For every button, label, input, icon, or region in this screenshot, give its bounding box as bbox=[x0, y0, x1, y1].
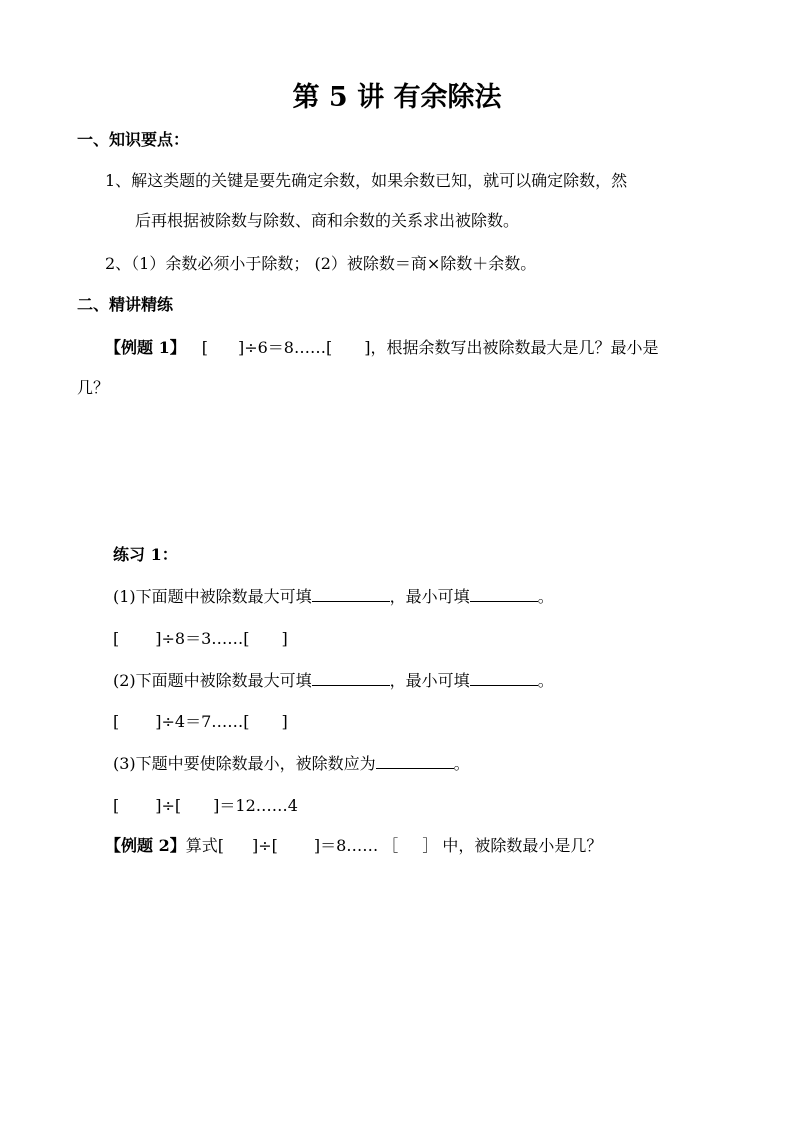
practice-q1-min-blank[interactable] bbox=[470, 587, 538, 602]
example-1-bracket-open: [ bbox=[201, 338, 208, 357]
practice-q1-middle: ，最小可填 bbox=[389, 587, 470, 606]
equation-text: ]＝12……4 bbox=[213, 796, 298, 815]
practice-q1-end: 。 bbox=[537, 587, 554, 606]
practice-q2-prefix: (2)下面题中被除数最大可填 bbox=[113, 671, 312, 690]
practice-q1-max-blank[interactable] bbox=[312, 587, 390, 602]
practice-q3-line bbox=[113, 754, 470, 774]
practice-q1-prefix: (1)下面题中被除数最大可填 bbox=[113, 587, 312, 606]
knowledge-point-2: 2、（1）余数必须小于除数； (2）被除数＝商×除数＋余数。 bbox=[105, 254, 537, 273]
practice-q3-end: 。 bbox=[453, 754, 470, 773]
example-1-question-wrap: 几？ bbox=[77, 378, 110, 397]
example-2-text: 算式[ bbox=[185, 836, 224, 855]
example-2-line bbox=[105, 836, 602, 856]
example-2-bracket-close: ］ bbox=[422, 836, 439, 855]
practice-q2-line bbox=[113, 671, 554, 691]
example-2-question: 中，被除数最小是几？ bbox=[442, 836, 603, 855]
knowledge-point-1-line-1: 1、解这类题的关键是要先确定余数，如果余数已知，就可以确定除数，然 bbox=[105, 171, 628, 190]
example-2-bracket-open: ［ bbox=[382, 836, 399, 855]
knowledge-point-1-line-2: 后再根据被除数与除数、商和余数的关系求出被除数。 bbox=[135, 211, 520, 230]
example-1-line bbox=[105, 338, 658, 358]
bracket: ] bbox=[281, 629, 288, 648]
page-title: 第 5 讲 有余除法 bbox=[292, 82, 502, 113]
bracket: ] bbox=[281, 712, 288, 731]
practice-1-heading: 练习 1： bbox=[113, 545, 178, 564]
example-1-expression: ]÷6＝8……[ bbox=[237, 338, 333, 357]
bracket: [ bbox=[113, 712, 120, 731]
bracket: [ bbox=[113, 629, 120, 648]
bracket: [ bbox=[113, 796, 120, 815]
example-1-question: ]，根据余数写出被除数最大是几？最小是 bbox=[364, 338, 659, 357]
practice-q3-equation bbox=[113, 796, 298, 816]
practice-q3-blank[interactable] bbox=[376, 754, 454, 769]
practice-q1-equation bbox=[113, 629, 288, 649]
practice-q3-prefix: (3)下题中要使除数最小，被除数应为 bbox=[113, 754, 376, 773]
equation-text: ]÷8＝3……[ bbox=[155, 629, 250, 648]
example-2-text: ]＝8…… bbox=[313, 836, 379, 855]
example-2-text: ]÷[ bbox=[251, 836, 278, 855]
example-1-label: 【例题 1】 bbox=[105, 338, 186, 357]
practice-q2-middle: ，最小可填 bbox=[389, 671, 470, 690]
equation-text: ]÷4＝7……[ bbox=[155, 712, 250, 731]
section-heading-practice: 二、精讲精练 bbox=[77, 295, 174, 314]
practice-q2-equation bbox=[113, 712, 288, 732]
example-2-label: 【例题 2】 bbox=[105, 836, 186, 855]
equation-text: ]÷[ bbox=[155, 796, 182, 815]
practice-q2-end: 。 bbox=[537, 671, 554, 690]
section-heading-knowledge: 一、知识要点： bbox=[77, 130, 190, 149]
practice-q2-max-blank[interactable] bbox=[312, 671, 390, 686]
practice-q1-line bbox=[113, 587, 554, 607]
practice-q2-min-blank[interactable] bbox=[470, 671, 538, 686]
